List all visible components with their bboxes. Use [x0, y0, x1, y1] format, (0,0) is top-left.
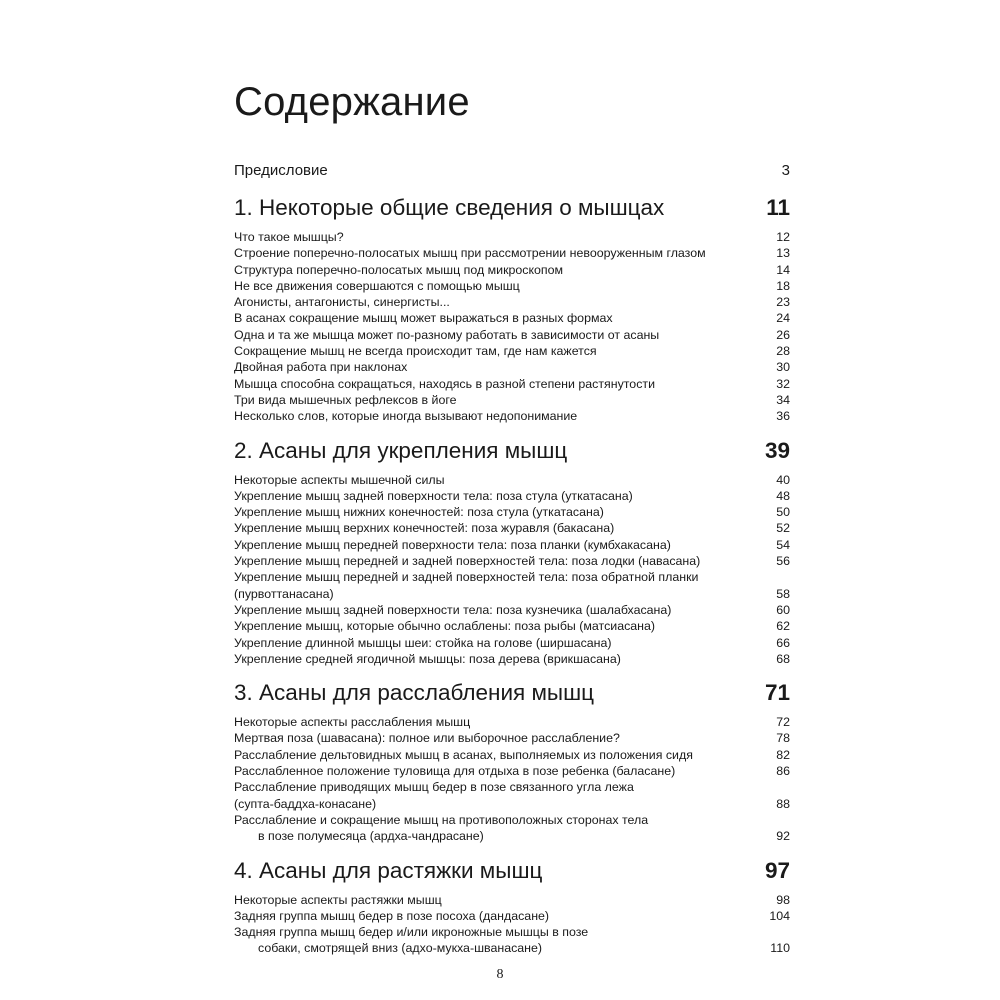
entry-title: Строение поперечно-полосатых мышц при рассмотрении невооруженным глазом	[234, 246, 706, 261]
entry-title: Некоторые аспекты растяжки мышц	[234, 892, 442, 907]
entry-title: Некоторые аспекты расслабления мышц	[234, 715, 471, 730]
entry-title: (пурвоттанасана)	[234, 586, 334, 601]
toc-entry[interactable]	[234, 747, 790, 763]
toc-entry[interactable]	[234, 618, 790, 634]
entry-page: 78	[776, 731, 790, 746]
chapter-title: 2. Асаны для укрепления мышц	[234, 437, 568, 463]
toc-entry-continuation[interactable]	[234, 940, 790, 956]
entry-page: 34	[776, 392, 790, 407]
entry-page: 13	[776, 246, 790, 261]
entry-page: 98	[776, 892, 790, 907]
chapter-page: 71	[764, 680, 790, 706]
entry-page: 88	[776, 796, 790, 811]
chapter-page: 97	[764, 857, 790, 883]
toc-entry[interactable]	[234, 278, 790, 294]
entry-title: Что такое мышцы?	[234, 230, 344, 244]
entry-page: 28	[776, 344, 790, 359]
entry-page: 60	[776, 602, 790, 617]
toc-chapter-2[interactable]	[234, 436, 790, 466]
entry-title: Одна и та же мышца может по-разному работать в зависимости от асаны	[234, 327, 660, 342]
toc-entry[interactable]	[234, 651, 790, 667]
toc-preface-title: Предисловие	[234, 162, 328, 179]
toc-entry[interactable]	[234, 569, 790, 585]
entry-title: Укрепление длинной мышцы шеи: стойка на голове (ширшасана)	[234, 635, 612, 650]
entry-title: Двойная работа при наклонах	[234, 360, 408, 375]
entry-title: Укрепление мышц задней поверхности тела: поза стула (уткатасана)	[234, 488, 633, 503]
page-number: 8	[496, 967, 504, 982]
chapter-page: 11	[766, 195, 790, 220]
entry-page: 110	[770, 941, 790, 956]
entry-page: 104	[769, 908, 790, 923]
toc-entry[interactable]	[234, 892, 790, 908]
entry-page: 24	[776, 311, 790, 326]
toc-entry[interactable]	[234, 408, 790, 424]
toc-entry[interactable]	[234, 245, 790, 261]
entry-title: Мертвая поза (шавасана): полное или выборочное расслабление?	[234, 731, 620, 746]
entry-title: Укрепление мышц нижних конечностей: поза стула (уткатасана)	[234, 505, 604, 520]
entry-title: Укрепление мышц передней поверхности тела: поза планки (кумбхакасана)	[234, 537, 671, 552]
entry-title: собаки, смотрящей вниз (адхо-мукха-шванасане)	[258, 941, 543, 956]
toc-entry[interactable]	[234, 294, 790, 310]
table-of-contents	[234, 160, 790, 957]
toc-entry[interactable]	[234, 359, 790, 375]
entry-page: 82	[776, 747, 790, 762]
entry-title: Не все движения совершаются с помощью мышц	[234, 278, 520, 293]
toc-entry[interactable]	[234, 730, 790, 746]
entry-title: Задняя группа мышц бедер в позе посоха (дандасане)	[234, 908, 550, 923]
entry-title: Укрепление мышц верхних конечностей: поза журавля (бакасана)	[234, 521, 615, 536]
toc-chapters	[234, 193, 790, 957]
chapter-page: 39	[764, 437, 790, 463]
entry-title: Расслабление и сокращение мышц на противоположных сторонах тела	[234, 812, 649, 827]
entry-page: 54	[776, 537, 790, 552]
entry-title: Расслабление дельтовидных мышц в асанах, выполняемых из положения сидя	[234, 747, 693, 762]
entry-title: Расслабленное положение туловища для отдыха в позе ребенка (баласане)	[234, 764, 676, 779]
entry-page: 58	[776, 586, 790, 601]
entry-page: 40	[776, 472, 790, 487]
entry-title: Сокращение мышц не всегда происходит там, где нам кажется	[234, 344, 597, 359]
toc-entry[interactable]	[234, 908, 790, 924]
toc-entry[interactable]	[234, 635, 790, 651]
toc-entry[interactable]	[234, 310, 790, 326]
toc-entry[interactable]	[234, 472, 790, 488]
toc-entry[interactable]	[234, 504, 790, 520]
entry-title: Несколько слов, которые иногда вызывают недопонимание	[234, 409, 578, 424]
entry-page: 68	[776, 651, 790, 666]
toc-entry[interactable]	[234, 602, 790, 618]
toc-chapter-3[interactable]	[234, 678, 790, 708]
toc-entry[interactable]	[234, 229, 790, 245]
toc-entry[interactable]	[234, 779, 790, 795]
entry-page: 26	[776, 327, 790, 342]
toc-entry[interactable]	[234, 376, 790, 392]
entry-title: Мышца способна сокращаться, находясь в разной степени растянутости	[234, 376, 655, 391]
entry-page: 62	[776, 619, 790, 634]
entry-title: Некоторые аспекты мышечной силы	[234, 472, 445, 487]
entry-title: в позе полумесяца (ардха-чандрасане)	[258, 829, 484, 844]
toc-entry[interactable]	[234, 327, 790, 343]
toc-entry[interactable]	[234, 520, 790, 536]
entry-title: Укрепление средней ягодичной мышцы: поза дерева (врикшасана)	[234, 651, 621, 666]
toc-entry[interactable]	[234, 392, 790, 408]
toc-entry[interactable]	[234, 763, 790, 779]
entry-page: 14	[776, 262, 790, 277]
entry-page: 56	[776, 554, 790, 569]
entry-title: Укрепление мышц передней и задней поверхностей тела: поза обратной планки	[234, 570, 699, 585]
chapter-title: 1. Некоторые общие сведения о мышцах	[234, 195, 665, 220]
entry-page: 92	[776, 829, 790, 844]
entry-page: 72	[776, 715, 790, 730]
entry-title: Структура поперечно-полосатых мышц под микроскопом	[234, 262, 564, 277]
toc-entry[interactable]	[234, 343, 790, 359]
entry-page: 52	[776, 521, 790, 536]
toc-entry[interactable]	[234, 262, 790, 278]
entry-page: 23	[776, 295, 790, 310]
toc-entry[interactable]	[234, 924, 790, 940]
toc-entry-continuation[interactable]	[234, 586, 790, 602]
entry-title: (супта-баддха-конасане)	[234, 796, 377, 811]
entry-page: 86	[776, 764, 790, 779]
entry-title: Задняя группа мышц бедер и/или икроножные мышцы в позе	[234, 925, 589, 940]
entry-page: 18	[776, 278, 790, 293]
toc-chapter-4[interactable]	[234, 856, 790, 886]
page-title: Содержание	[234, 80, 470, 124]
chapter-title: 4. Асаны для растяжки мышц	[234, 857, 543, 883]
chapter-title: 3. Асаны для расслабления мышц	[234, 680, 595, 706]
entry-title: Укрепление мышц задней поверхности тела: поза кузнечика (шалабхасана)	[234, 602, 672, 617]
entry-page: 12	[776, 230, 790, 244]
toc-entry[interactable]	[234, 714, 790, 730]
toc-preface-page: 3	[781, 162, 790, 179]
entry-title: Три вида мышечных рефлексов в йоге	[234, 392, 457, 407]
toc-preface[interactable]	[234, 160, 790, 182]
entry-title: В асанах сокращение мышц может выражаться в разных формах	[234, 311, 613, 326]
entry-title: Агонисты, антагонисты, синергисты...	[234, 295, 450, 310]
entry-page: 66	[776, 635, 790, 650]
entry-title: Укрепление мышц, которые обычно ослаблены: поза рыбы (матсиасана)	[234, 619, 656, 634]
entry-page: 48	[776, 488, 790, 503]
entry-page: 30	[776, 360, 790, 375]
toc-entry[interactable]	[234, 812, 790, 828]
entry-page: 36	[776, 409, 790, 424]
entry-title: Расслабление приводящих мышц бедер в позе связанного угла лежа	[234, 780, 634, 795]
entry-title: Укрепление мышц передней и задней поверхностей тела: поза лодки (навасана)	[234, 554, 701, 569]
entry-page: 32	[776, 376, 790, 391]
toc-entry[interactable]	[234, 537, 790, 553]
toc-entry-continuation[interactable]	[234, 828, 790, 844]
toc-entry[interactable]	[234, 488, 790, 504]
toc-entry[interactable]	[234, 553, 790, 569]
toc-chapter-1[interactable]	[234, 193, 790, 223]
entry-page: 50	[776, 505, 790, 520]
toc-entry-continuation[interactable]	[234, 796, 790, 812]
